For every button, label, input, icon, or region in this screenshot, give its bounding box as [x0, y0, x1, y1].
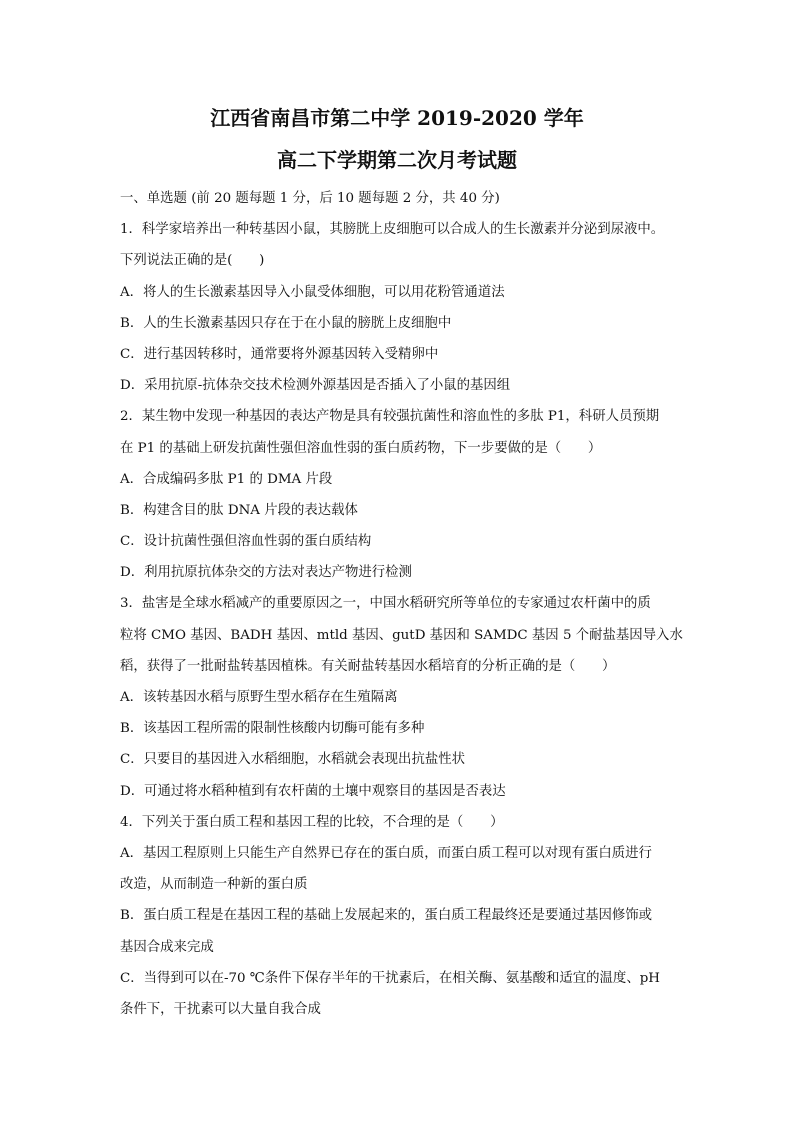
- option-c: C．设计抗菌性强但溶血性弱的蛋白质结构: [120, 534, 372, 550]
- question-stem-line: 1．科学家培养出一种转基因小鼠，其膀胱上皮细胞可以合成人的生长激素并分泌到尿液中。: [120, 222, 665, 238]
- section-heading: 一、单选题 (前 20 题每题 1 分，后 10 题每题 2 分，共 40 分): [120, 191, 500, 206]
- exam-content: [120, 183, 690, 1025]
- option-c-continued: 条件下，干扰素可以大量自我合成: [120, 1001, 321, 1017]
- option-a: A．基因工程原则上只能生产自然界已存在的蛋白质，而蛋白质工程可以对现有蛋白质进行: [120, 845, 652, 861]
- option-b-continued: 基因合成来完成: [120, 939, 214, 955]
- question-4: [120, 807, 690, 1025]
- option-a-continued: 改造，从而制造一种新的蛋白质: [120, 877, 308, 893]
- option-b: B．人的生长激素基因只存在于在小鼠的膀胱上皮细胞中: [120, 315, 452, 331]
- option-a: A．将人的生长激素基因导入小鼠受体细胞，可以用花粉管通道法: [120, 284, 505, 300]
- option-c: C．进行基因转移时，通常要将外源基因转入受精卵中: [120, 346, 439, 362]
- exam-title-line2: 高二下学期第二次月考试题: [277, 148, 517, 172]
- question-1: [120, 214, 690, 401]
- option-b: B．蛋白质工程是在基因工程的基础上发展起来的，蛋白质工程最终还是要通过基因修饰或: [120, 908, 653, 924]
- option-a: A．该转基因水稻与原野生型水稻存在生殖隔离: [120, 690, 398, 705]
- option-c: C．当得到可以在-70 ℃条件下保存半年的干扰素后，在相关酶、氨基酸和适宜的温度、pH: [120, 970, 660, 986]
- question-stem-line: 在 P1 的基础上研发抗菌性强但溶血性弱的蛋白质药物，下一步要做的是（ ）: [120, 440, 602, 456]
- question-stem-line: 粒将 CMO 基因、BADH 基因、mtld 基因、gutD 基因和 SAMDC 基因 5 个耐盐基因导入水: [120, 627, 683, 643]
- option-c: C．只要目的基因进入水稻细胞，水稻就会表现出抗盐性状: [120, 752, 466, 768]
- option-d: D．利用抗原抗体杂交的方法对表达产物进行检测: [120, 565, 412, 581]
- question-3: [120, 588, 690, 806]
- exam-title-line1: 江西省南昌市第二中学 2019-2020 学年: [210, 106, 584, 130]
- question-stem-line: 2．某生物中发现一种基因的表达产物是具有较强抗菌性和溶血性的多肽 P1，科研人员预期: [120, 409, 660, 425]
- question-stem-line: 稻，获得了一批耐盐转基因植株。有关耐盐转基因水稻培育的分析正确的是（ ）: [120, 658, 616, 674]
- option-d: D．可通过将水稻种植到有农杆菌的土壤中观察目的基因是否表达: [120, 783, 506, 799]
- question-stem-line: 4．下列关于蛋白质工程和基因工程的比较，不合理的是（ ）: [120, 814, 504, 830]
- option-d: D．采用抗原-抗体杂交技术检测外源基因是否插入了小鼠的基因组: [120, 378, 511, 394]
- question-stem-line: 3．盐害是全球水稻减产的重要原因之一，中国水稻研究所等单位的专家通过农杆菌中的质: [120, 596, 651, 612]
- option-b: B．构建含目的肽 DNA 片段的表达载体: [120, 502, 358, 518]
- option-a: A．合成编码多肽 P1 的 DMA 片段: [120, 471, 333, 487]
- question-stem-line: 下列说法正确的是( ): [120, 253, 265, 269]
- question-2: [120, 401, 690, 588]
- option-b: B．该基因工程所需的限制性核酸内切酶可能有多种: [120, 721, 425, 737]
